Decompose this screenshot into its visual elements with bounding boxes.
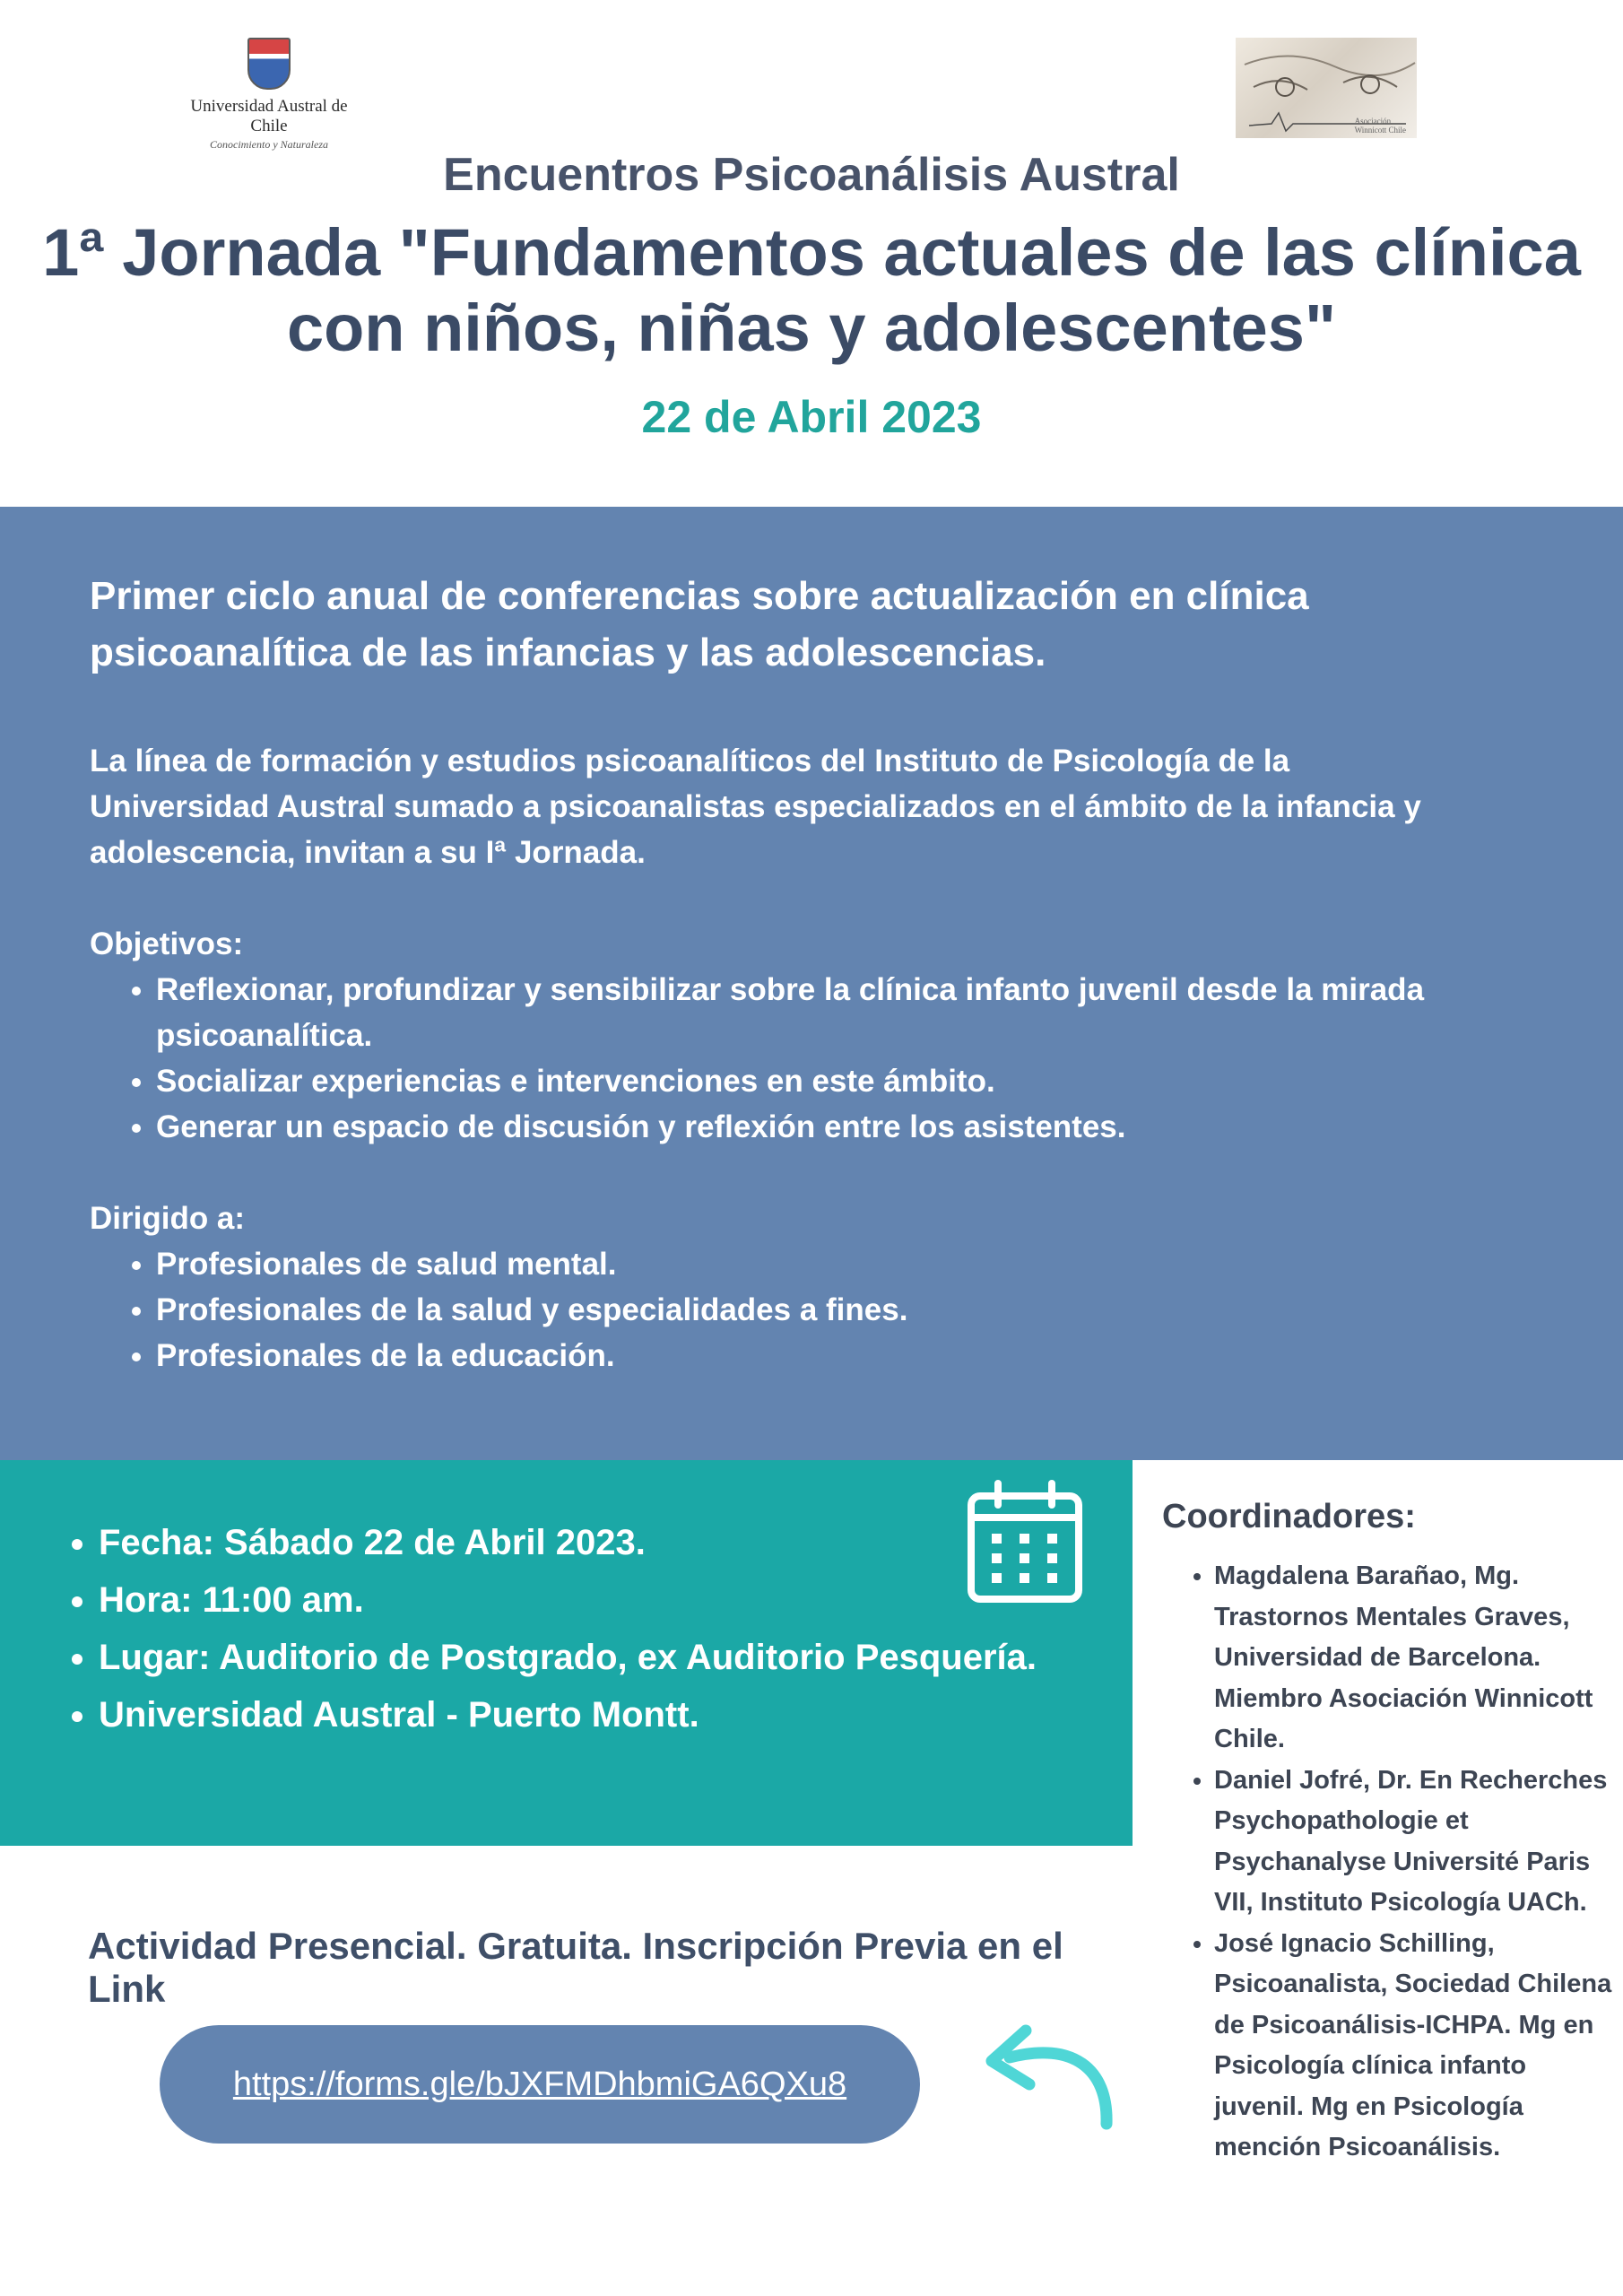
coordinators-section [1162, 1498, 1619, 2169]
description-body [90, 738, 1542, 1378]
list-item: • Daniel Jofré, Dr. En Recherches Psychopathologie et Psychanalyse Université Paris VII, Instituto Psicología UACh. [1214, 1761, 1619, 1924]
university-tagline: Conocimiento y Naturaleza [210, 138, 328, 151]
registration-link-button[interactable] [160, 2025, 920, 2144]
audience-list [90, 1241, 1542, 1378]
lead-text: Primer ciclo anual de conferencias sobre actualización en clínica psicoanalítica de las infancias y las adolescencias. [90, 574, 1309, 674]
list-item: • Fecha: Sábado 22 de Abril 2023. [99, 1514, 1067, 1571]
event-details-list [34, 1514, 1067, 1744]
coordinators-heading: Coordinadores: [1162, 1498, 1416, 1535]
event-details-panel [0, 1460, 1133, 1846]
audience-heading: Dirigido a: [90, 1201, 246, 1236]
series-title: Encuentros Psicoanálisis Austral [443, 149, 1180, 201]
university-crest-icon [247, 38, 291, 90]
association-logo [1236, 38, 1417, 138]
list-item: • Profesionales de la educación. [156, 1333, 1542, 1378]
list-item: • Lugar: Auditorio de Postgrado, ex Auditorio Pesquería. [99, 1629, 1067, 1686]
list-item: • Hora: 11:00 am. [99, 1571, 1067, 1629]
event-title [0, 215, 1623, 366]
list-item: • Universidad Austral - Puerto Montt. [99, 1686, 1067, 1744]
registration-note: Actividad Presencial. Gratuita. Inscripción Previa en el Link [88, 1925, 1063, 2010]
university-logo [170, 38, 368, 152]
event-title-line1: 1ª Jornada "Fundamentos actuales de las clínica [42, 215, 1581, 290]
intro-paragraph: La línea de formación y estudios psicoanalíticos del Instituto de Psicología de la Universidad Austral sumado a psicoanalistas especializados en el ámbito de la infancia y adolescencia, invitan a su Iª Jornada. [90, 744, 1421, 870]
calendar-icon [967, 1480, 1083, 1605]
registration-link[interactable]: https://forms.gle/bJXFMDhbmiGA6QXu8 [232, 2065, 847, 2103]
list-item: • Socializar experiencias e intervenciones en este ámbito. [156, 1058, 1542, 1104]
objectives-list [90, 967, 1542, 1150]
event-title-line2: con niños, niñas y adolescentes" [286, 291, 1337, 365]
list-item: • Generar un espacio de discusión y reflexión entre los asistentes. [156, 1104, 1542, 1150]
university-name: Universidad Austral de Chile [190, 97, 348, 135]
list-item: • José Ignacio Schilling, Psicoanalista, Sociedad Chilena de Psicoanálisis-ICHPA. Mg en Psicología clínica infanto juvenil. Mg en Psicología mención Psicoanálisis. [1214, 1924, 1619, 2169]
coordinators-list [1162, 1556, 1619, 2169]
description-panel [0, 507, 1623, 1460]
list-item: • Reflexionar, profundizar y sensibilizar sobre la clínica infanto juvenil desde la mirada psicoanalítica. [156, 967, 1542, 1058]
list-item: • Magdalena Barañao, Mg. Trastornos Mentales Graves, Universidad de Barcelona. Miembro Asociación Winnicott Chile. [1214, 1556, 1619, 1761]
objectives-heading: Objetivos: [90, 926, 244, 961]
list-item: • Profesionales de salud mental. [156, 1241, 1542, 1287]
association-caption: Asociación Winnicott Chile [1354, 117, 1406, 135]
curved-arrow-icon [974, 2005, 1117, 2131]
event-date: 22 de Abril 2023 [641, 392, 982, 442]
list-item: • Profesionales de la salud y especialidades a fines. [156, 1287, 1542, 1333]
